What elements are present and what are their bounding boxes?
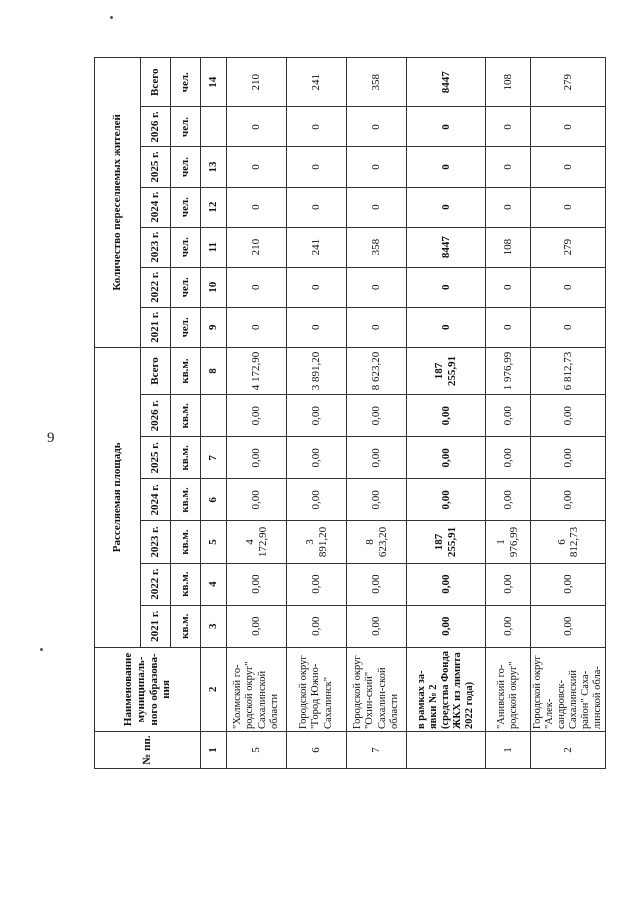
header-people-year: 2025 г. [141,147,171,187]
cell-area: 0,00 [531,479,606,521]
column-number: 8 [201,347,227,394]
cell-area: 0,00 [407,395,486,437]
cell-people: 0 [531,267,606,307]
header-area-year: 2021 г. [141,605,171,647]
cell-people: 0 [531,307,606,347]
cell-area: 6 812,73 [531,347,606,394]
cell-area: 0,00 [227,605,287,647]
cell-area: 8 623,20 [347,347,407,394]
cell-people: 108 [486,58,531,107]
cell-area: 0,00 [287,605,347,647]
column-number: 14 [201,58,227,107]
cell-area: 8 623,20 [347,521,407,563]
cell-area: 4 172,90 [227,521,287,563]
header-area-year: 2023 г. [141,521,171,563]
cell-people: 0 [486,107,531,147]
table-body [95,58,606,769]
cell-area: 0,00 [347,605,407,647]
header-area-unit: кв.м. [171,605,201,647]
cell-people: 0 [486,267,531,307]
cell-people: 0 [407,307,486,347]
header-people-year: 2024 г. [141,187,171,227]
cell-area: 0,00 [531,605,606,647]
cell-area: 0,00 [531,563,606,605]
row-number: 1 [486,732,531,769]
cell-area: 0,00 [486,395,531,437]
header-people-year: 2021 г. [141,307,171,347]
cell-area: 0,00 [407,605,486,647]
table-rotated-container [94,57,604,769]
cell-people: 0 [407,187,486,227]
cell-people: 0 [531,147,606,187]
header-area-unit: кв.м. [171,437,201,479]
cell-area: 1 976,99 [486,347,531,394]
scan-speck [110,16,113,19]
cell-area: 187 255,91 [407,521,486,563]
row-number [407,732,486,769]
table-row [531,58,606,769]
cell-people: 0 [227,267,287,307]
cell-area: 0,00 [347,395,407,437]
row-municipality-name: "Холмский го-родской округ" Сахалинской области [227,647,287,731]
cell-people: 0 [347,107,407,147]
cell-people: 358 [347,227,407,267]
cell-area: 0,00 [486,479,531,521]
cell-people: 0 [227,307,287,347]
cell-area: 0,00 [407,437,486,479]
cell-people: 0 [347,307,407,347]
cell-area: 0,00 [486,605,531,647]
cell-people: 0 [407,267,486,307]
cell-people: 0 [287,267,347,307]
cell-area: 0,00 [531,437,606,479]
cell-area: 0,00 [486,437,531,479]
header-area-year: 2022 г. [141,563,171,605]
header-people-year: Всего [141,58,171,107]
cell-people: 0 [486,307,531,347]
header-area-year: 2024 г. [141,479,171,521]
cell-people: 279 [531,58,606,107]
cell-people: 0 [227,107,287,147]
cell-area: 0,00 [347,437,407,479]
header-area-year: Всего [141,347,171,394]
column-number: 2 [201,647,227,731]
header-group-people: Количество переселяемых жителей [95,58,141,348]
row-number: 5 [227,732,287,769]
column-number: 4 [201,563,227,605]
table-row [407,58,486,769]
cell-people: 108 [486,227,531,267]
header-people-unit: чел. [171,267,201,307]
cell-people: 0 [347,267,407,307]
cell-area: 0,00 [227,563,287,605]
cell-area: 0,00 [287,437,347,479]
row-municipality-name: Городской округ "Охин-ский" Сахалин-ской области [347,647,407,731]
column-number: 13 [201,147,227,187]
column-number: 3 [201,605,227,647]
header-area-unit: кв.м. [171,521,201,563]
header-group-area: Расселяемая площадь [95,347,141,647]
column-number: 7 [201,437,227,479]
header-area-unit: кв.м. [171,479,201,521]
table-row [227,58,287,769]
cell-area: 4 172,90 [227,347,287,394]
cell-people: 241 [287,58,347,107]
header-area-unit: кв.м. [171,347,201,394]
header-name: Наименование муниципаль-ного образова-ния [95,647,201,731]
header-num: № пп. [95,732,201,769]
row-number: 2 [531,732,606,769]
cell-area: 0,00 [347,563,407,605]
column-number: 1 [201,732,227,769]
row-municipality-name: Городской округ "Алек-сандровск-Сахалинский район" Саха-линской обла- [531,647,606,731]
header-people-year: 2023 г. [141,227,171,267]
cell-people: 0 [407,147,486,187]
header-row-groups [95,58,141,769]
cell-people: 0 [227,187,287,227]
cell-area: 187 255,91 [407,347,486,394]
cell-people: 0 [347,187,407,227]
resettlement-table [94,57,606,769]
table-row [486,58,531,769]
row-number: 6 [287,732,347,769]
scan-speck [40,648,43,651]
header-area-unit: кв.м. [171,563,201,605]
cell-area: 3 891,20 [287,347,347,394]
cell-people: 0 [531,107,606,147]
header-people-unit: чел. [171,227,201,267]
cell-people: 0 [287,147,347,187]
cell-people: 279 [531,227,606,267]
header-area-year: 2026 г. [141,395,171,437]
cell-people: 210 [227,227,287,267]
row-number: 7 [347,732,407,769]
column-number: 10 [201,267,227,307]
cell-people: 241 [287,227,347,267]
cell-area: 3 891,20 [287,521,347,563]
cell-area: 0,00 [407,479,486,521]
column-number: 5 [201,521,227,563]
column-number [201,395,227,437]
cell-area: 0,00 [227,437,287,479]
row-municipality-name: в рамках за-явки № 2 (средства Фонда ЖКХ из лимита 2022 года) [407,647,486,731]
cell-area: 0,00 [287,563,347,605]
cell-area: 0,00 [347,479,407,521]
cell-people: 0 [227,147,287,187]
header-people-year: 2026 г. [141,107,171,147]
table-row [287,58,347,769]
header-people-unit: чел. [171,307,201,347]
header-people-unit: чел. [171,147,201,187]
cell-people: 0 [407,107,486,147]
column-number [201,107,227,147]
column-number: 12 [201,187,227,227]
table-row [347,58,407,769]
cell-area: 0,00 [287,479,347,521]
cell-people: 210 [227,58,287,107]
column-number: 9 [201,307,227,347]
header-people-year: 2022 г. [141,267,171,307]
header-row-column-numbers [201,58,227,769]
cell-people: 0 [287,107,347,147]
header-people-unit: чел. [171,187,201,227]
cell-area: 6 812,73 [531,521,606,563]
cell-area: 1 976,99 [486,521,531,563]
cell-people: 0 [486,147,531,187]
cell-area: 0,00 [407,563,486,605]
column-number: 6 [201,479,227,521]
cell-people: 0 [486,187,531,227]
row-municipality-name: "Анивский го-родской округ" [486,647,531,731]
row-municipality-name: Городской округ "Город Южно-Сахалинск" [287,647,347,731]
cell-people: 8447 [407,227,486,267]
column-number: 11 [201,227,227,267]
cell-people: 0 [287,187,347,227]
cell-people: 0 [287,307,347,347]
cell-area: 0,00 [486,563,531,605]
header-area-year: 2025 г. [141,437,171,479]
page-number: 9 [47,430,55,446]
cell-people: 0 [531,187,606,227]
cell-people: 8447 [407,58,486,107]
cell-area: 0,00 [227,479,287,521]
header-area-unit: кв.м. [171,395,201,437]
cell-people: 358 [347,58,407,107]
header-people-unit: чел. [171,58,201,107]
header-people-unit: чел. [171,107,201,147]
cell-area: 0,00 [531,395,606,437]
cell-area: 0,00 [227,395,287,437]
cell-area: 0,00 [287,395,347,437]
cell-people: 0 [347,147,407,187]
